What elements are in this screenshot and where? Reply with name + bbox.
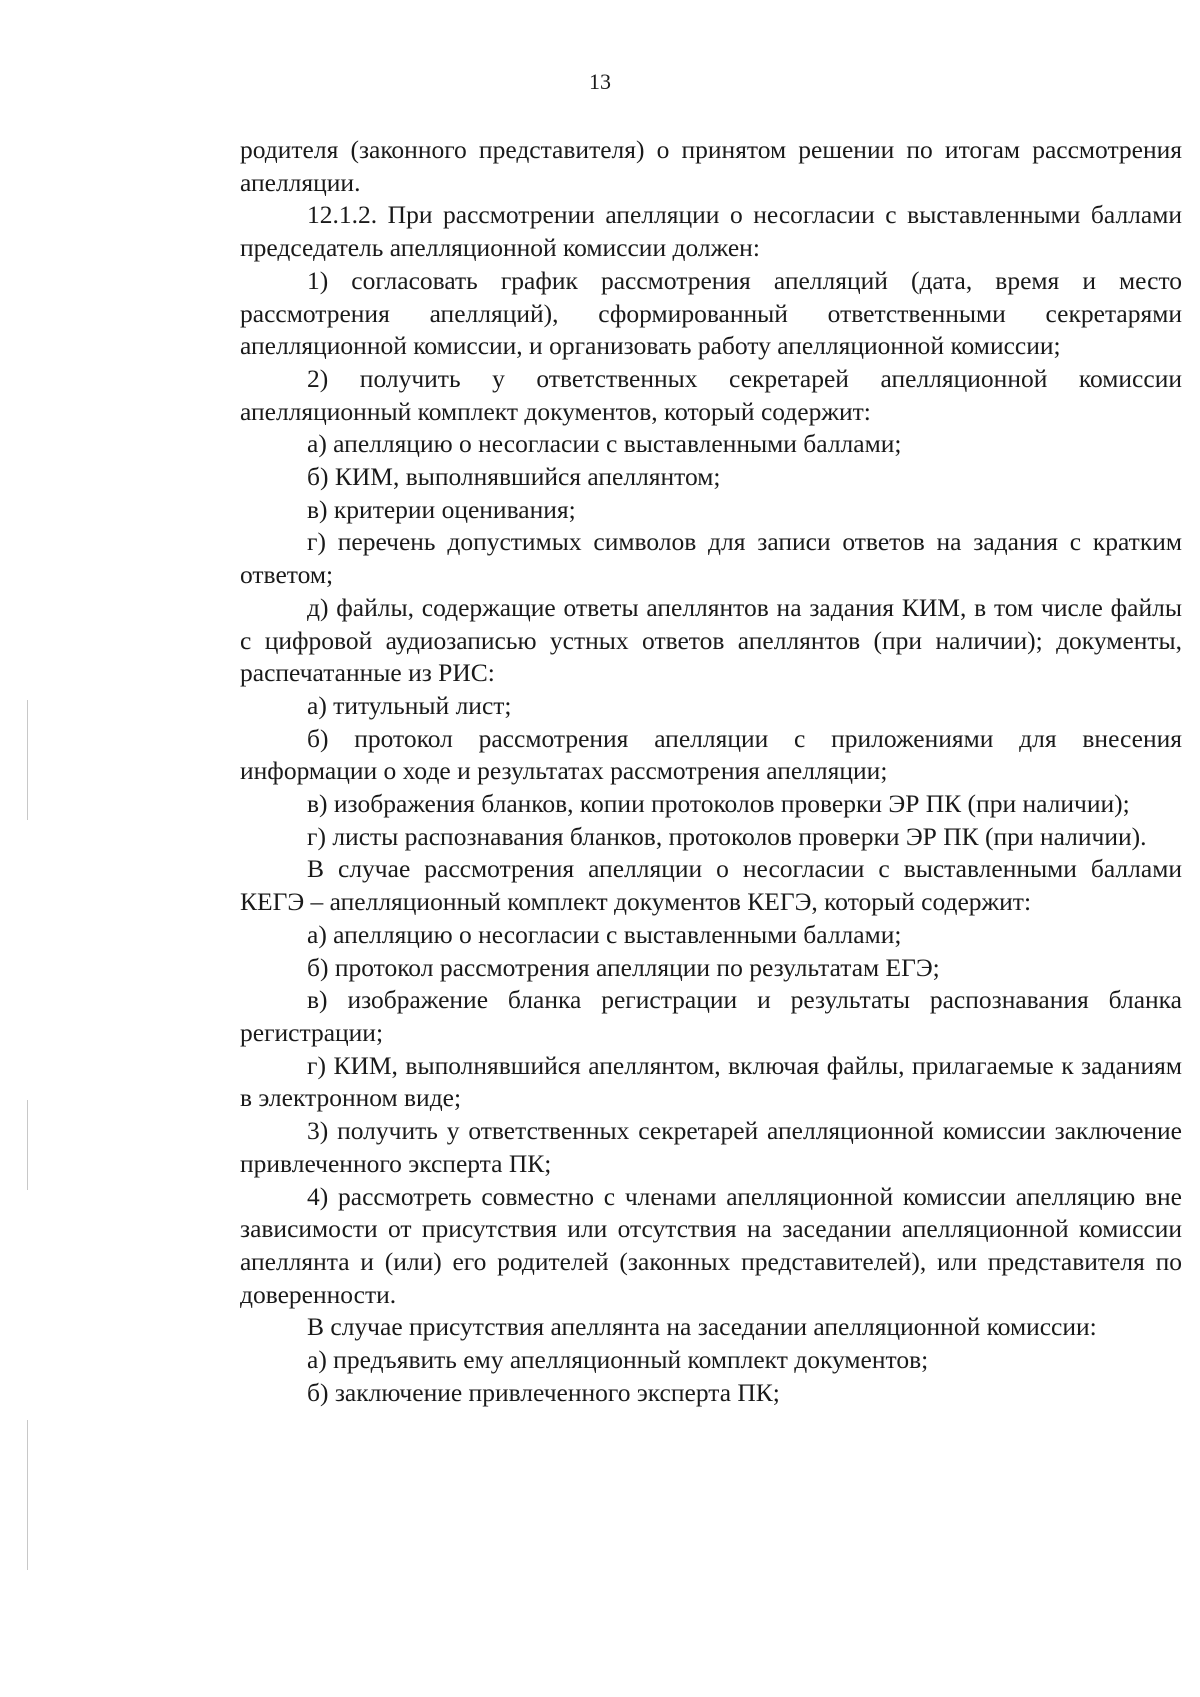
paragraph: в) изображение бланка регистрации и результаты распознавания бланка регистрации; — [240, 985, 1182, 1047]
paragraph: б) заключение привлеченного эксперта ПК; — [307, 1377, 780, 1407]
paragraph: б) протокол рассмотрения апелляции по результатам ЕГЭ; — [307, 952, 940, 982]
paragraph: В случае рассмотрения апелляции о несогласии с выставленными баллами КЕГЭ – апелляционный комплект документов КЕГЭ, который содержит: — [240, 854, 1182, 917]
paragraph: д) файлы, содержащие ответы апеллянтов на задания КИМ, в том числе файлы с цифровой аудиозаписью устных ответов апеллянтов (при наличии); документы, распечатанные из РИС: — [240, 592, 1182, 688]
paragraph: а) апелляцию о несогласии с выставленными баллами; — [307, 429, 902, 459]
scan-edge-mark — [27, 1100, 28, 1190]
document-body — [240, 134, 1182, 1409]
paragraph: В случае присутствия апеллянта на заседании апелляционной комиссии: — [307, 1312, 1097, 1342]
scan-edge-mark — [27, 1420, 28, 1570]
paragraph: г) КИМ, выполнявшийся апеллянтом, включая файлы, прилагаемые к заданиям в электронном виде; — [240, 1050, 1182, 1113]
paragraph: 2) получить у ответственных секретарей апелляционной комиссии апелляционный комплект документов, который содержит: — [240, 363, 1182, 426]
paragraph: б) протокол рассмотрения апелляции с приложениями для внесения информации о ходе и результатах рассмотрения апелляции; — [240, 723, 1182, 786]
paragraph: б) КИМ, выполнявшийся апеллянтом; — [307, 462, 721, 492]
paragraph: а) апелляцию о несогласии с выставленными баллами; — [307, 919, 902, 949]
scan-edge-mark — [27, 700, 28, 820]
paragraph: 4) рассмотреть совместно с членами апелляционной комиссии апелляцию вне зависимости от присутствия или отсутствия на заседании апелляционной комиссии апеллянта и (или) его родителей (законных представителей), или представителя по доверенности. — [240, 1181, 1182, 1309]
paragraph: 3) получить у ответственных секретарей апелляционной комиссии заключение привлеченного эксперта ПК; — [240, 1116, 1182, 1178]
paragraph: а) предъявить ему апелляционный комплект документов; — [307, 1345, 929, 1375]
paragraph: 12.1.2. При рассмотрении апелляции о несогласии с выставленными баллами председатель апелляционной комиссии должен: — [240, 200, 1182, 263]
paragraph: 1) согласовать график рассмотрения апелляций (дата, время и место рассмотрения апелляций), сформированный ответственными секретарями апелляционной комиссии, и организовать работу апелляционной комиссии; — [240, 265, 1182, 361]
paragraph: а) титульный лист; — [307, 690, 512, 720]
paragraph: в) критерии оценивания; — [307, 494, 576, 524]
paragraph: г) перечень допустимых символов для записи ответов на задания с кратким ответом; — [240, 527, 1182, 590]
paragraph: родителя (законного представителя) о принятом решении по итогам рассмотрения апелляции. — [240, 135, 1182, 197]
paragraph: в) изображения бланков, копии протоколов проверки ЭР ПК (при наличии); — [307, 789, 1130, 819]
paragraph: г) листы распознавания бланков, протоколов проверки ЭР ПК (при наличии). — [307, 821, 1147, 851]
page-number: 13 — [589, 69, 611, 94]
